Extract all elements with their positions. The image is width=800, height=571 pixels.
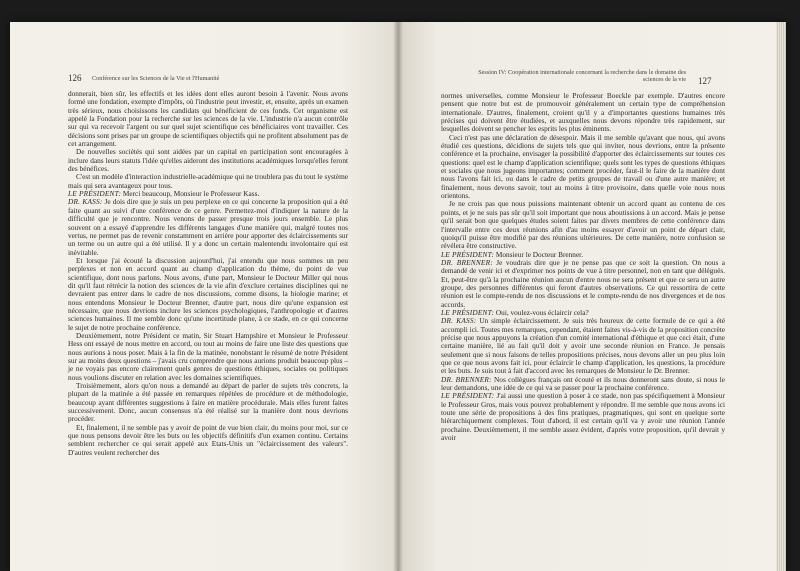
paragraph: [441, 134, 725, 201]
speaker-label: DR. BRENNER:: [441, 374, 492, 384]
paragraph: [441, 376, 725, 393]
left-page: [10, 22, 398, 571]
speaker-label: DR. KASS:: [68, 197, 103, 207]
speaker-label: LE PRÉSIDENT:: [441, 391, 495, 401]
paragraph-text: Un simple éclaircissement. Je suis très heureux de cette formule de ce qui a été accompli ici. Toutes mes remarques, cependant, étaient faites vis-à-vis de la proposition concrète précise que nous appuyons la création d'un comité international d'éthique et que ceci était, d'une certaine manière, lié au fait qu'il doit y avoir une seconde réunion en France. Je pensais seulement que si nous faisons de telles propositions précises, nous devons aller un peu plus loin que ce que nous avons fait ici, pour éclaircir le champ d'application, les questions, la procédure et les buts. Je suis tout à fait d'accord avec les remarques de Monsieur le Dr. Brenner.: [441, 316, 725, 376]
paragraph: [68, 173, 348, 190]
paragraph-text: Merci beaucoup, Monsieur le Professeur Kass.: [121, 189, 260, 199]
right-page: [398, 22, 786, 571]
page-body: [68, 90, 348, 457]
paragraph: [68, 257, 348, 332]
paragraph-text: donnerait, bien sûr, les effectifs et les idées dont elles auront besoin à l'avenir. Nous avons formé une fondation, exempte d'impôts, où l'industrie peut investir, et, ensuite, après un examen très sérieux, nous choisissons les candidats qui bénéficient de ces fonds. Cet organisme est appelé la Fondation pour la recherche sur les sciences de la vie. L'industrie n'a aucun contrôle sur qui va recevoir l'argent ou sur quel sujet scientifique ces bénéficiaires vont travailler. Ces décisions sont prises par un groupe de scientifiques objectifs qui ne profitent absolument pas de cet arrangement.: [68, 89, 348, 149]
paragraph-text: Ceci n'est pas une déclaration de désespoir. Mais il me semble qu'avant que nous, qui avons étudié ces questions, décidions de sujets tels que qui inviter, nous devrions, entre la présente conférence et la prochaine, envisager la possibilité d'apporter des éclaircissements sur toutes ces questions: quel est le champ d'application scientifique; quels sont les types de questions éthiques et sociales que nous jugeons importantes; comment procéder, faut-il le faire de la manière dont nous l'avons fait ici, ou dans le cadre de petits groupes de travail ou d'une autre manière; et finalement, nous devons savoir, tout au moins à titre provisoire, dans quelle voie nous nous orientons.: [441, 132, 725, 201]
running-header: Session IV: Coopération internationale concernant la recherche dans le domaine des sciences de la vie: [478, 69, 686, 83]
paragraph: [441, 317, 725, 375]
speaker-label: DR. BRENNER:: [441, 257, 493, 267]
paragraph: [68, 424, 348, 457]
page-body: [441, 92, 725, 442]
running-header: Conférence sur les Sciences de la Vie et l'Humanité: [92, 75, 220, 82]
paragraph-text: Nos collègues français ont écouté et ils nous donneront sans doute, si nous le leur demandons, une idée de ce qui va se passer pour la prochaine conférence.: [441, 374, 725, 393]
paragraph: [441, 92, 725, 134]
page-number: 126: [68, 73, 82, 83]
paragraph-text: Et, finalement, il ne semble pas y avoir de point de vue bien clair, du moins pour moi, sur ce que nous pensons devoir être les buts ou les objectifs définitifs d'un examen continu. Certains semblent rechercher ce qui serait appelé aux Etats-Unis un "éclaircissement des valeurs". D'autres veulent rechercher des: [68, 422, 348, 457]
speaker-label: LE PRÉSIDENT:: [441, 249, 495, 259]
paragraph: [68, 332, 348, 382]
paragraph-text: Deuxièmement, notre Président ce matin, Sir Stuart Hampshire et Monsieur le Professeur Hess ont essayé de nous mettre en accord, ou tout au moins de faire une liste des questions que nous aurions à nous poser. Mais à la fin de la matinée, nonobstant le résumé de notre Président sur au moins deux questions – j'avais cru comprendre que nous aurions produit beaucoup plus – je ne voyais pas encore clairement quels genres de questions éthiques, sociales ou politiques nous voulions discuter en relation avec les domaines scientifiques.: [68, 330, 348, 382]
paragraph-text: Je voudrais dire que je ne pense pas que ce soit la question. On nous a demandé de venir ici et d'exprimer nos points de vue à titre personnel, non en tant que délégués. Et, peut-être qu'à la prochaine réunion aucun d'entre nous ne sera présent et que ce sera un autre groupe, des personnes différentes qui feront d'autres observations. Ce qui ressortira de cette réunion est le compte-rendu de nos discussions et le compte-rendu de nos divergences et de nos accords.: [441, 257, 725, 309]
paragraph-text: Je dois dire que je suis un peu perplexe en ce qui concerne la proposition qui a été faite quant au suivi d'une conférence de ce genre. Permettez-moi d'indiquer la nature de la difficulté que je rencontre. Nous venons de passer presque trois jours ensemble. Le plus souvent on a essayé d'apprendre les différents langages d'une manière qui, malgré toutes nos vertus, ne permet pas de revenir constamment en arrière pour apporter des éclaircissements sur un terme ou un autre qui a été utilisé. Il y a donc un certain malentendu involontaire qui est inévitable.: [68, 197, 349, 257]
open-book: [10, 22, 786, 571]
paragraph-text: Et lorsque j'ai écouté la discussion aujourd'hui, j'ai entendu que nous sommes un peu perplexes et non en accord quant au champ d'application du thème, du point de vue scientifique, dont nous parlons. Nous avons, d'une part, Monsieur le Docteur Miller qui nous dit qu'il faut rétrécir la notion des sciences de la vie afin d'exclure certaines disciplines qui ne devraient pas entrer dans le cadre de nos discussions, comme disons, la biologie marine; et nous entendons Monsieur le Docteur Brenner, d'autre part, nous dire qu'une expansion est nécessaire, que nous devrions inclure les sciences psychologiques, l'anthropologie et d'autres sciences humaines. Il me semble donc qu'une incertitude plane, à ce stade, en ce qui concerne le sujet de notre prochaine conférence.: [68, 255, 348, 332]
speaker-label: DR. KASS:: [441, 316, 477, 326]
paragraph-text: J'ai aussi une question à poser à ce stade, non pas spécifiquement à Monsieur le Professeur Gros, mais vous pouvez probablement y répondre. Il me semble que nous avons ici toute une série de propositions à des fins pratiques, pragmatiques, qui sont en quelque sorte hiérarchiquement complexes. Tout d'abord, il est certain qu'il va y avoir une réunion l'année prochaine. Deuxièmement, il me semble assez évident, d'après votre proposition, qu'il devrait y avoir: [441, 391, 725, 443]
paragraph-text: Monsieur le Docteur Brenner.: [494, 249, 584, 259]
paragraph-text: normes universelles, comme Monsieur le Professeur Boeckle par exemple. D'autres encore pensent que notre but est de promouvoir généralement un certain type de compréhension internationale. D'autres, finalement, croient qu'il y a d'importantes questions humaines très précises qui doivent être étudiées, et auxquelles nous devons répondre très rapidement, sur lesquelles doivent se pencher les esprits les plus éminents.: [441, 91, 725, 134]
paragraph-text: Oui, voulez-vous éclaircir cela?: [494, 307, 589, 317]
speaker-label: LE PRÉSIDENT:: [441, 307, 495, 317]
page-edges: [776, 22, 786, 571]
paragraph: [68, 148, 348, 173]
paragraph-text: C'est un modèle d'interaction industrielle-académique qui ne troublera pas du tout le système mais qui sera avantageux pour tous.: [68, 172, 348, 190]
paragraph-text: Je ne crois pas que nous puissions maintenant obtenir un accord quant au contenu de ces points, et je ne suis pas sûr qu'il soit important que nous aboutissions à un accord. Mais je pense qu'il serait bon que quelques études soient faites par divers membres de cette conférence dans l'intervalle entre ces deux réunions afin d'au moins essayer d'avoir un point de départ clair, quoiqu'il puisse être modifié par des réunions ultérieures. De cette manière, notre confusion se révélera être constructive.: [441, 199, 725, 251]
paragraph: [68, 90, 348, 148]
paragraph: [441, 392, 725, 442]
speaker-label: LE PRÉSIDENT:: [68, 189, 122, 199]
paragraph: [441, 200, 725, 250]
paragraph-text: Troisièmement, alors qu'on nous a demandé au départ de parler de sujets très concrets, la plupart de la matinée a été passée en remarques répétées de procédure et de méthodologie, beaucoup ayant différentes suggestions à faire en matière procédurale. Mais elles furent faites successivement. Donc, aucun consensus n'a été réalisé sur la manière dont nous devrions procéder.: [68, 381, 348, 424]
page-number: 127: [698, 76, 712, 86]
paragraph: [68, 198, 348, 256]
paragraph: [68, 382, 348, 424]
book-gutter: [393, 22, 403, 571]
paragraph: [441, 259, 725, 309]
paragraph-text: De nouvelles sociétés qui sont aidées par un capital en participation sont encouragées à inclure dans leurs statuts l'idée qu'elles aideront des institutions académiques lorsqu'elles feront des bénéfices.: [68, 147, 348, 174]
